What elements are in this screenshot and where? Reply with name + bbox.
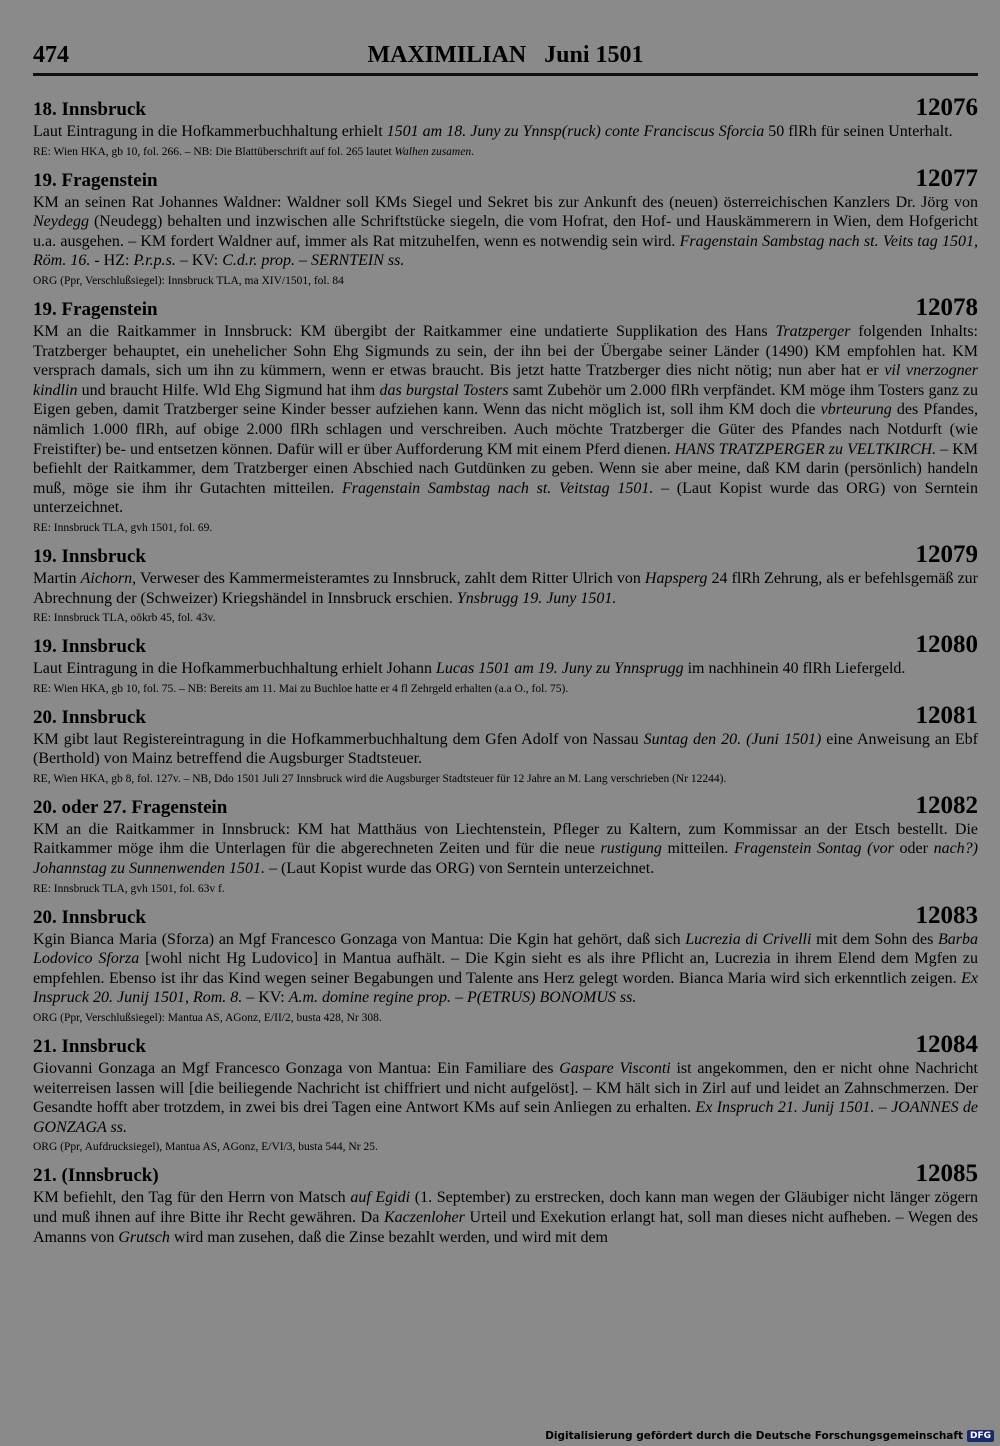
- entry: [33, 1031, 979, 1155]
- entry-source: RE: Wien HKA, gb 10, fol. 266. – NB: Die Blattüberschrift auf fol. 265 lautet Walhen zusamen.: [33, 145, 474, 158]
- entry-heading: [33, 901, 978, 929]
- entry-number: 12078: [915, 293, 978, 321]
- entry-date-place: 21. Innsbruck: [33, 1036, 146, 1058]
- entry-text: Kgin Bianca Maria (Sforza) an Mgf Francesco Gonzaga von Mantua: Die Kgin hat gehört, daß sich Lucrezia di Crivelli mit dem Sohn des Barba Lodovico Sforza [wohl nicht Hg Ludovico] in Mantua aufhält. – Die Kgin sieht es als ihre Pflicht an, Lucrezia in ihrem Elend dem Mgfen zu empfehlen. Ebenso ist ihr das Kind wegen seiner Begabungen und Talente ans Herz gelegt worden. Bianca Maria wird sich erkenntlich zeigen. Ex Inspruck 20. Junij 1501, Rom. 8. – KV: A.m. domine regine prop. – P(ETRUS) BONOMUS ss.: [33, 930, 979, 1007]
- entry-text: Giovanni Gonzaga an Mgf Francesco Gonzaga von Mantua: Ein Familiare des Gaspare Visconti ist angekommen, den er nicht ohne Nachricht weiterreisen lassen will [die beiliegende Nachricht ist chiffriert und nicht aufgelöst]. – KM hält sich in Zirl auf und leidet an Zahnschmerzen. Der Gesandte hofft aber trotzdem, in zwei bis drei Tagen eine Antwort KMs auf sein Anliegen zu erhalten. Ex Inspruch 21. Junij 1501. – JOANNES de GONZAGA ss.: [33, 1060, 979, 1136]
- entry-heading: [33, 701, 978, 729]
- entry-heading: [33, 293, 978, 321]
- entry: [33, 540, 978, 626]
- entry-list: [33, 94, 979, 1256]
- entry-source: ORG (Ppr, Aufdrucksiegel), Mantua AS, AGonz, E/VI/3, busta 544, Nr 25.: [33, 1141, 378, 1154]
- entry-source: RE, Wien HKA, gb 8, fol. 127v. – NB, Ddo 1501 Juli 27 Innsbruck wird die Augsburger Stadtsteuer für 12 Jahre an M. Lang verschrieben (Nr 12244).: [33, 772, 727, 785]
- page-number: 474: [33, 42, 69, 68]
- entry-text: KM gibt laut Registereintragung in die Hofkammerbuchhaltung dem Gfen Adolf von Nassau Suntag den 20. (Juni 1501) eine Anweisung an Ebf (Berthold) von Mainz betreffend die Augsburger Stadtsteuer.: [33, 730, 979, 768]
- entry: [33, 164, 979, 289]
- entry-number: 12084: [915, 1031, 978, 1059]
- entry-heading: [33, 791, 978, 819]
- entry: [33, 631, 978, 697]
- entry-number: 12080: [915, 631, 978, 659]
- page-title: MAXIMILIAN Juni 1501: [367, 42, 644, 68]
- entry-source: RE: Innsbruck TLA, gvh 1501, fol. 63v f.: [33, 882, 225, 895]
- entry-text: KM an die Raitkammer in Innsbruck: KM übergibt der Raitkammer eine undatierte Supplikation des Hans Tratzperger folgenden Inhalts: Tratzberger behauptet, ein unehelicher Sohn Ehg Sigmunds zu sein, der ihn bei der Übergabe seiner Länder (1490) KM empfohlen hat. KM versprach damals, sich um ihn zu kümmern, wenn er etwas braucht. Bis jetzt hatte Tratzberger dies nicht nötig; nun aber hat er vil vnerzogner kindlin und braucht Hilfe. Wld Ehg Sigmund hat ihm das burgstal Tosters samt Zubehör um 2.000 flRh verpfändet. KM möge ihm Tosters ganz zu Eigen geben, damit Tratzberger seine Kinder besser aufziehen kann. Wenn das nicht möglich ist, soll ihm KM doch die vbrteurung des Pfandes, nämlich 1.000 flRh, auf obige 2.000 flRh schlagen und verschreiben. Auch möchte Tratzberger die Güter des Pfandes nach Notdurft (wie Freistifter) be- und entsetzen können. Dafür will er über Aufforderung KM mit einem Pferd dienen. HANS TRATZPERGER zu VELTKIRCH. – KM befiehlt der Raitkammer, dem Tratzberger einen Abschied nach Gutdünken zu geben. Wenn sie aber meine, daß KM darin (persönlich) handeln muß, möge sie ihm ihr Gutachten mitteilen. Fragenstain Sambstag nach st. Veitstag 1501. – (Laut Kopist wurde das ORG) von Serntein unterzeichnet.: [33, 322, 979, 517]
- entry-text: Laut Eintragung in die Hofkammerbuchhaltung erhielt Johann Lucas 1501 am 19. Juny zu Ynnsprugg im nachhinein 40 flRh Liefergeld.: [33, 660, 906, 678]
- entry-number: 12081: [915, 701, 978, 729]
- entry-number: 12079: [915, 540, 978, 568]
- entry-number: 12082: [915, 791, 978, 819]
- entry-number: 12076: [915, 94, 978, 121]
- entry-date-place: 19. Innsbruck: [33, 636, 146, 658]
- entry-date-place: 19. Innsbruck: [33, 545, 146, 567]
- entry-number: 12083: [915, 901, 978, 929]
- entry-heading: [33, 94, 978, 121]
- entry-source: ORG (Ppr, Verschlußsiegel): Mantua AS, AGonz, E/II/2, busta 428, Nr 308.: [33, 1012, 382, 1025]
- entry-source: RE: Innsbruck TLA, gvh 1501, fol. 69.: [33, 521, 213, 534]
- dfg-logo-icon: DFG: [967, 1430, 994, 1442]
- page-header: [33, 42, 978, 76]
- entry: [33, 701, 979, 787]
- entry-source: RE: Wien HKA, gb 10, fol. 75. – NB: Bereits am 11. Mai zu Buchloe hatte er 4 fl Zehrgeld erhalten (a.a O., fol. 75).: [33, 682, 569, 695]
- entry: [33, 901, 979, 1026]
- entry-number: 12085: [915, 1160, 978, 1188]
- entry: [33, 94, 978, 160]
- footer-text: Digitalisierung gefördert durch die Deutsche Forschungsgemeinschaft: [545, 1430, 963, 1442]
- entry: [33, 791, 978, 897]
- entry-date-place: 21. (Innsbruck): [33, 1165, 159, 1187]
- entry: [33, 1160, 979, 1247]
- entry-date-place: 20. Innsbruck: [33, 706, 146, 728]
- entry-heading: [33, 1160, 978, 1188]
- entry-text: Laut Eintragung in die Hofkammerbuchhaltung erhielt 1501 am 18. Juny zu Ynnsp(ruck) conte Franciscus Sforcia 50 flRh für seinen Unterhalt.: [33, 123, 953, 140]
- entry-heading: [33, 631, 978, 659]
- entry-text: KM an seinen Rat Johannes Waldner: Waldner soll KMs Siegel und Sekret bis zur Ankunft des (neuen) österreichischen Kanzlers Dr. Jörg von Neydegg (Neudegg) behalten und inzwischen alle Schriftstücke siegeln, die vom Hofrat, den Hof- und Hauskämmerern in Wien, dem Hofgericht u.a. ausgehen. – KM fordert Waldner auf, immer als Rat mitzuhelfen, wenn es notwendig sein wird. Fragenstain Sambstag nach st. Veits tag 1501, Röm. 16. - HZ: P.r.p.s. – KV: C.d.r. prop. – SERNTEIN ss.: [33, 193, 979, 270]
- footer: [545, 1430, 994, 1442]
- entry-date-place: 20. Innsbruck: [33, 906, 146, 928]
- entry-date-place: 19. Fragenstein: [33, 298, 158, 320]
- entry-heading: [33, 164, 978, 192]
- entry-date-place: 19. Fragenstein: [33, 169, 158, 191]
- entry-source: RE: Innsbruck TLA, oökrb 45, fol. 43v.: [33, 612, 216, 625]
- entry: [33, 293, 979, 536]
- entry-heading: [33, 1031, 978, 1059]
- entry-heading: [33, 540, 978, 568]
- header-rule: [33, 73, 978, 76]
- entry-text: Martin Aichorn, Verweser des Kammermeisteramtes zu Innsbruck, zahlt dem Ritter Ulrich von Hapsperg 24 flRh Zehrung, als er befehlsgemäß zur Abrechnung der (Schweizer) Kriegshändel in Innsbruck erschien. Ynsbrugg 19. Juny 1501.: [33, 569, 978, 607]
- entry-date-place: 18. Innsbruck: [33, 99, 146, 120]
- entry-text: KM an die Raitkammer in Innsbruck: KM hat Matthäus von Liechtenstein, Pfleger zu Kaltern, zum Kommissar an der Etsch bestellt. Die Raitkammer möge ihm die Unterlagen für die abgerechneten Zeiten und für die neue rustigung mitteilen. Fragenstein Sontag (vor oder nach?) Johannstag zu Sunnenwenden 1501. – (Laut Kopist wurde das ORG) von Serntein unterzeichnet.: [33, 820, 978, 878]
- entry-date-place: 20. oder 27. Fragenstein: [33, 796, 228, 818]
- entry-text: KM befiehlt, den Tag für den Herrn von Matsch auf Egidi (1. September) zu erstrecken, doch kann man wegen der Gläubiger nicht länger zögern und muß ihnen auf ihre Bitte ihr Recht gewähren. Da Kaczenloher Urteil und Exekution erlangt hat, soll man dieses nicht aufheben. – Wegen des Amanns von Grutsch wird man zusehen, daß die Zinse bezahlt werden, und wird mit dem: [33, 1189, 979, 1246]
- entry-number: 12077: [915, 164, 978, 192]
- entry-source: ORG (Ppr, Verschlußsiegel): Innsbruck TLA, ma XIV/1501, fol. 84: [33, 274, 344, 287]
